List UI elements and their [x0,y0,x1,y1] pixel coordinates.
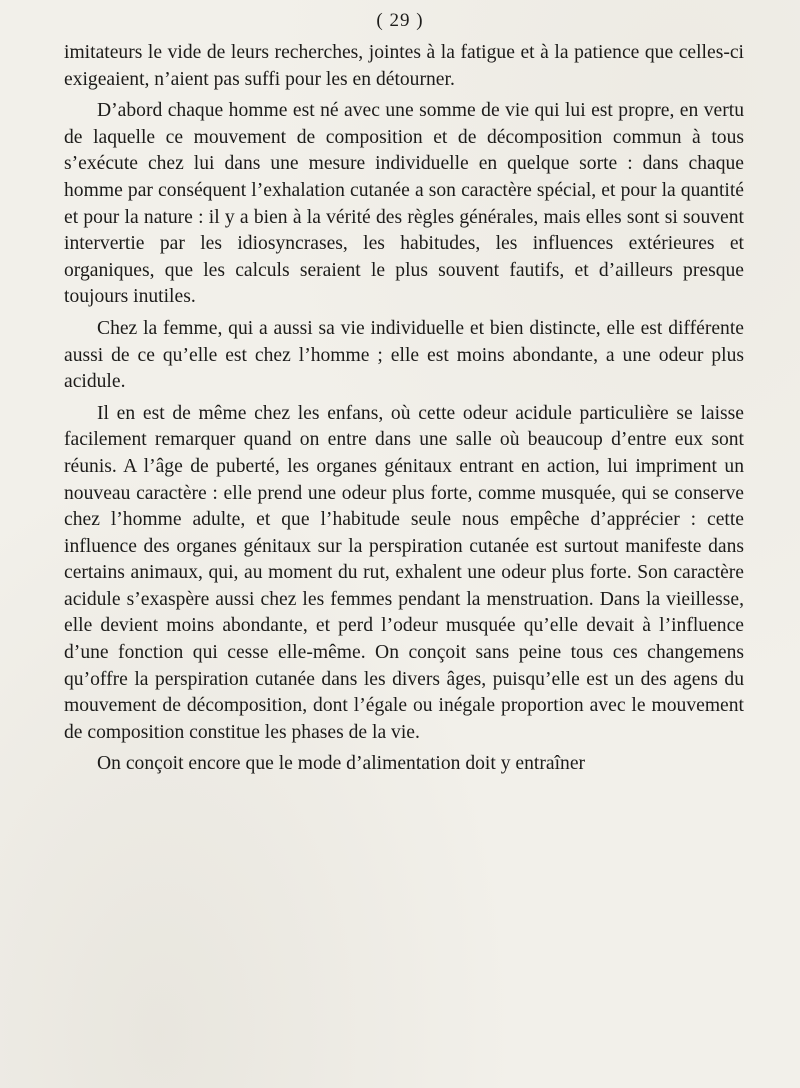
paragraph-woman: Chez la femme, qui a aussi sa vie individuelle et bien distincte, elle est différente aussi de ce qu’elle est chez l’homme ; elle est moins abondante, a une odeur plus acidule. [64,317,744,393]
paragraph-children-ages: Il en est de même chez les enfans, où cette odeur acidule particulière se laisse facilement remarquer quand on entre dans une salle où beaucoup d’entre eux sont réunis. A l’âge de puberté, les organes génitaux entrant en action, lui impriment un nouveau caractère : elle prend une odeur plus forte, comme musquée, qui se conserve chez l’homme adulte, et que l’habitude seule nous empêche d’apprécier : cette influence des organes génitaux sur la perspiration cutanée est surtout manifeste dans certains animaux, qui, au moment du rut, exhalent une odeur plus forte. Son caractère acidule s’exaspère aussi chez les femmes pendant la menstruation. Dans la vieillesse, elle devient moins abondante, et perd l’odeur musquée qu’elle devait à l’influence d’une fonction qui cesse elle-même. On conçoit sans peine tous ces changemens qu’offre la perspiration cutanée dans les divers âges, puisqu’elle est un des agens du mouvement de décomposition, dont l’égale ou inégale proportion avec le mouvement de composition constitue les phases de la vie. [64,402,744,743]
paragraph-individual-life: D’abord chaque homme est né avec une somme de vie qui lui est propre, en vertu de laquelle ce mouvement de composition et de décomposition commun à tous s’exécute chez lui dans une mesure individuelle en quelque sorte : dans chaque homme par conséquent l’exhalation cutanée a son caractère spécial, et pour la quantité et pour la nature : il y a bien à la vérité des règles générales, mais elles sont si souvent intervertie par les idiosyncrases, les habitudes, les influences extérieures et organiques, que les calculs seraient le plus souvent fautifs, et d’ailleurs presque toujours inutiles. [64,100,744,308]
body-text [64,40,744,778]
paragraph-alimentation: On conçoit encore que le mode d’alimentation doit y entraîner [97,753,586,775]
paragraph-continuation: imitateurs le vide de leurs recherches, jointes à la fatigue et à la patience que celles-ci exigeaient, n’aient pas suffi pour les en détourner. [64,42,744,90]
page-number: ( 29 ) [376,10,424,31]
